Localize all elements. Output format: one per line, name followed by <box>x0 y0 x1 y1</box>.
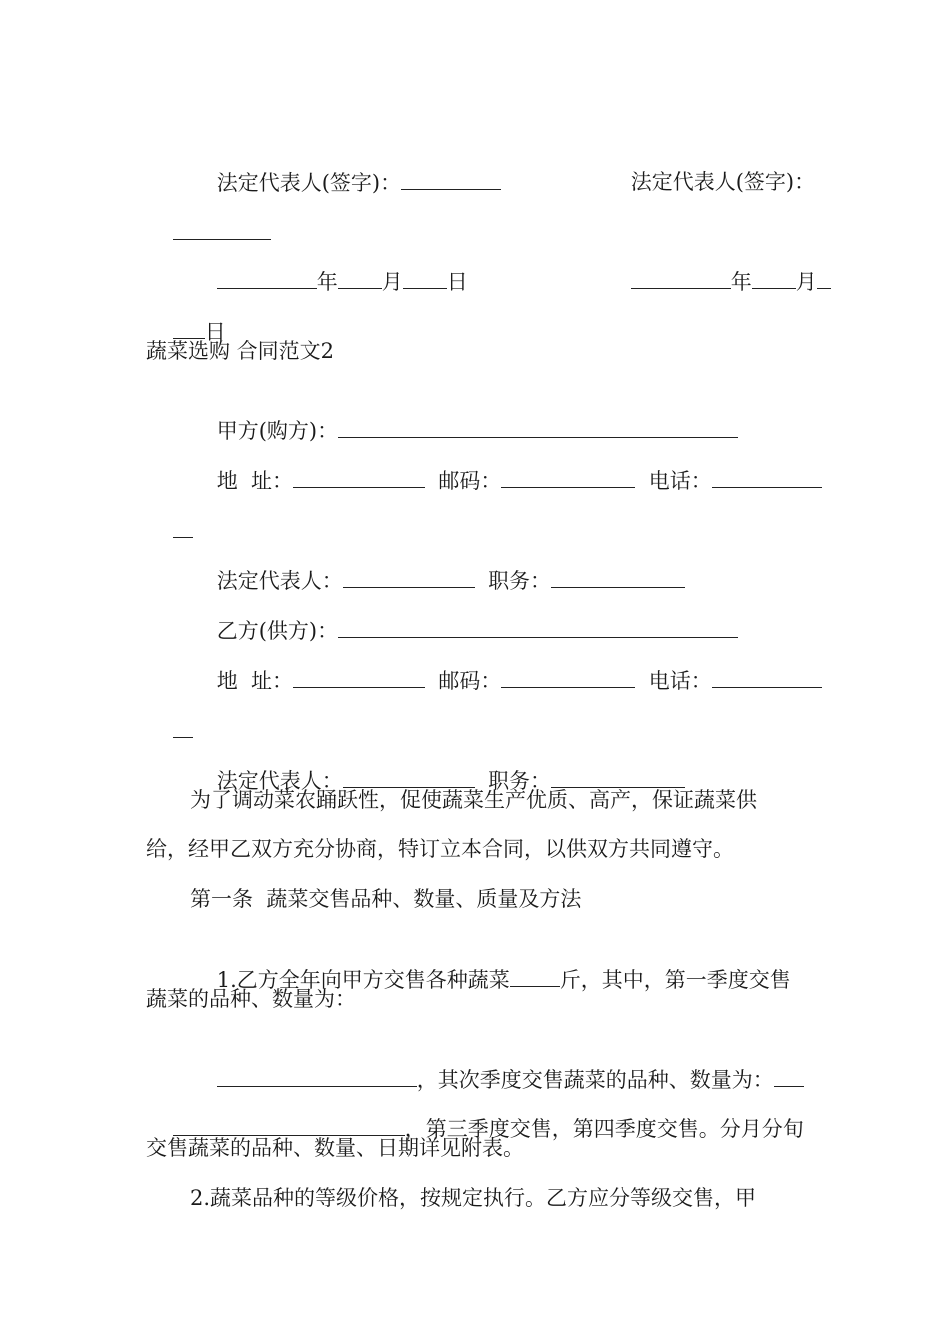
party-b-title-label: 职务： <box>488 769 552 793</box>
date-line-right-cont <box>146 286 226 344</box>
article-1-p2-line-1: 2.蔬菜品种的等级价格，按规定执行。乙方应分等级交售，甲 <box>190 1186 757 1210</box>
party-a-postcode-blank[interactable] <box>501 465 635 488</box>
article-1-p1-line-3 <box>190 1034 804 1092</box>
party-b-line <box>190 585 738 643</box>
article-1-p1-line-5: 交售蔬菜的品种、数量、日期详见附表。 <box>146 1136 524 1160</box>
party-a-line <box>190 385 738 443</box>
party-a-title-label: 职务： <box>488 569 552 593</box>
date-month-blank[interactable] <box>338 266 382 289</box>
date-day-label: 日 <box>446 270 468 294</box>
party-a-phone-cont <box>146 485 193 515</box>
party-a-address-label: 地 址： <box>216 469 294 493</box>
date-year-blank-right[interactable] <box>631 266 731 289</box>
party-b-phone-label: 电话： <box>648 669 712 693</box>
date-day-label-right: 日 <box>204 320 226 344</box>
date-day-blank[interactable] <box>403 266 447 289</box>
contract-heading: 蔬菜选购 合同范文2 <box>146 339 335 363</box>
party-b-address-blank[interactable] <box>293 665 425 688</box>
preamble-line-1: 为了调动菜农踊跃性，促使蔬菜生产优质、高产，保证蔬菜供 <box>190 788 757 812</box>
party-b-postcode-blank[interactable] <box>501 665 635 688</box>
article-1-p1-line-4 <box>146 1083 804 1141</box>
party-b-rep-line <box>190 735 685 793</box>
party-b-label: 乙方(供方)： <box>216 619 339 643</box>
date-year-blank[interactable] <box>217 266 317 289</box>
preamble-line-2: 给，经甲乙双方充分协商，特订立本合同，以供双方共同遵守。 <box>146 837 734 861</box>
date-month-label: 月 <box>381 270 403 294</box>
party-a-label: 甲方(购方)： <box>216 419 339 443</box>
total-quantity-blank[interactable] <box>510 964 560 987</box>
article-1-title: 第一条 蔬菜交售品种、数量、质量及方法 <box>190 887 582 911</box>
signature-line-left <box>190 137 501 195</box>
party-a-postcode-label: 邮码： <box>438 469 502 493</box>
party-a-rep-label: 法定代表人： <box>216 569 343 593</box>
signature-blank-left[interactable] <box>401 167 501 190</box>
party-a-phone-blank[interactable] <box>712 465 822 488</box>
article-1-p1-text-d: ，第三季度交售，第四季度交售。分月分旬 <box>404 1117 804 1141</box>
article-1-p1-line-1 <box>190 934 791 992</box>
party-b-address-label: 地 址： <box>216 669 294 693</box>
date-year-label-right: 年 <box>730 270 752 294</box>
signature-label-right: 法定代表人(签字)： <box>630 170 816 194</box>
party-b-contact-line <box>190 635 822 693</box>
article-1-p1-text-c: ，其次季度交售蔬菜的品种、数量为： <box>416 1068 774 1092</box>
party-a-contact-line <box>190 435 822 493</box>
date-month-label-right: 月 <box>795 270 817 294</box>
date-year-label: 年 <box>316 270 338 294</box>
party-b-phone-cont <box>146 685 193 715</box>
date-line-right <box>604 236 831 294</box>
article-1-p1-text-a: 1.乙方全年向甲方交售各种蔬菜 <box>216 968 510 992</box>
signature-line-right <box>604 137 816 194</box>
party-a-phone-label: 电话： <box>648 469 712 493</box>
article-1-p1-line-2: 蔬菜的品种、数量为： <box>146 987 356 1011</box>
date-line-left <box>190 236 468 294</box>
signature-line-right-cont <box>146 187 271 217</box>
date-day-blank-right-a[interactable] <box>817 266 831 289</box>
party-b-postcode-label: 邮码： <box>438 669 502 693</box>
signature-label-left: 法定代表人(签字)： <box>216 171 402 195</box>
date-month-blank-right[interactable] <box>752 266 796 289</box>
article-1-p1-text-b: 斤，其中，第一季度交售 <box>559 968 791 992</box>
party-b-rep-label: 法定代表人： <box>216 769 343 793</box>
party-a-rep-line <box>190 535 685 593</box>
party-b-phone-blank[interactable] <box>712 665 822 688</box>
party-a-address-blank[interactable] <box>293 465 425 488</box>
